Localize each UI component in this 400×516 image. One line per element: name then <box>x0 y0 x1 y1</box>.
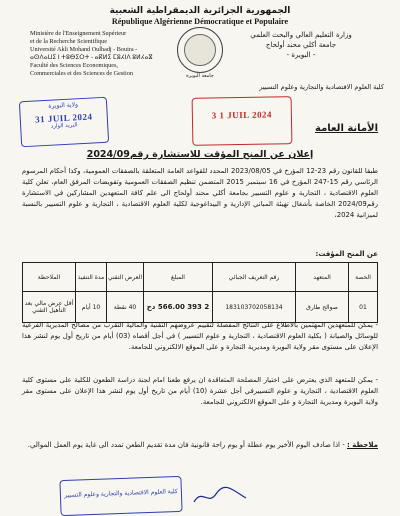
table-header-row <box>23 263 378 292</box>
cell: 40 نقطة <box>107 292 144 323</box>
right-line: وزارة التعليم العالي والبحث العلمي <box>250 31 352 39</box>
cell: أقل عرض مالي بعد التأهيل التقني <box>23 292 76 323</box>
right-line: جامعة أكلي محند أولحاج <box>265 41 337 49</box>
col-header: رقم التعريف الجبائي <box>213 263 296 292</box>
section-heading: الأمانة العامة <box>315 123 378 134</box>
note-block <box>22 440 378 451</box>
note-text: - اذا صادف اليوم الأخير يوم عطلة أو يوم راحة قانونية فان مدة تقديم الطعن تمدد الى غاية يوم العمل الموالي. <box>27 441 345 449</box>
left-line: Ministère de l'Enseignement Supérieur <box>30 30 127 37</box>
stamp-top <box>193 99 291 101</box>
date-stamp <box>192 96 293 146</box>
col-header: الحصة <box>349 263 378 292</box>
signature <box>190 484 250 508</box>
col-header: المبلغ <box>144 263 213 292</box>
stamp-text: كلية العلوم الاقتصادية والتجارية وعلوم التسيير <box>64 488 178 499</box>
stamp-date: 3 1 JUIL 2024 <box>211 109 273 121</box>
right-header <box>216 30 386 60</box>
stamp-date: 31 JUIL 2024 <box>34 111 93 125</box>
col-header: المتعهد <box>296 263 349 292</box>
page-title: إعلان عن المنح المؤقت للاستشارة رقم2024/09 <box>86 149 314 160</box>
left-line: Commerciales et des Sciences de Gestion <box>30 70 133 77</box>
logo-caption: جامعة البويرة <box>186 73 214 79</box>
cell: صوالح طارق <box>296 292 349 323</box>
republic-ar: الجمهورية الجزائرية الديمقراطية الشعبية <box>109 6 291 16</box>
stamp-bottom: البريد الوارد <box>50 122 78 130</box>
left-line: Université Akli Mohand Oulhadj - Bouira - <box>30 46 138 53</box>
paragraph-appeal: - يمكن للمتعهد الذي يعترض على اختيار المصلحة المتعاقدة ان يرفع طعنا امام لجنة دراسة الطعون للكلية على مستوى كلية العلوم الاقتصادية ، التجارية و علوم التسييرفي أجل عشرة (10) أيام من تاريخ أول يوم لنشر هذا الإعلان على مستوى مقر ولاية البويرة ومديرية التجارة و على الموقع الالكتروني للجامعة. <box>22 376 378 406</box>
stamp-top: ولاية البويرة <box>48 101 79 110</box>
right-line: - البويرة - <box>286 51 316 59</box>
col-header: مدة التنفيذ <box>76 263 107 292</box>
col-header: العرض التقني <box>107 263 144 292</box>
faculty-line: كلية العلوم الاقتصادية والتجارية وعلوم التسيير <box>259 83 384 91</box>
reception-stamp <box>19 97 109 148</box>
paragraph-results: - يمكن للمتعهدين المهتمين بالاطلاع على النتائج المفصلة لتقييم عروضهم التقنية والمالية التقرب من مصالح المديرية الفرعية للوسائل والصيانة ( بكلية العلوم الاقتصادية ، التجارية و علوم التسيير ) في أجل أقصاه (03) أيام من تاريخ أول يوم لنشر هذا الإعلان على مستوى مقر ولاية البويرة ومديرية التجارة و على الموقع الالكتروني للجامعة. <box>22 321 378 351</box>
left-header <box>30 30 180 78</box>
table-label: عن المنح المؤقت: <box>315 250 378 258</box>
cell: 2 393 566.00 دج <box>144 292 213 323</box>
republic-fr: République Algérienne Démocratique et Populaire <box>111 17 289 26</box>
left-line: Faculté des Sciences Economiques, <box>30 62 118 69</box>
cell: 01 <box>349 292 378 323</box>
table-row <box>23 292 378 323</box>
left-line: et de la Recherche Scientifique <box>30 38 107 45</box>
cell: 183103702058134 <box>213 292 296 323</box>
faculty-stamp <box>59 476 182 516</box>
cell: 10 أيام <box>76 292 107 323</box>
left-line: ⴰⵙⴷⴰⵡⵉ ⵏ ⵜⵓⴱⵉⵔⵜ - ⴰⴽⵍⵉ ⵎⵓⵃⵏⴷ ⵓⵍⵃⴰⴵ <box>30 54 153 61</box>
note-label: ملاحظة : <box>347 441 378 449</box>
col-header: الملاحظة <box>23 263 76 292</box>
paragraph-intro: طبقا للقانون رقم 23-12 المؤرخ في 2023/08/05 المحدد للقواعد العامة المتعلقة بالصفقات العمومية، وكذا أحكام المرسوم الرئاسي رقم 15-247 المؤرخ في 16 سبتمبر 2015 المتضمن تنظيم الصفقات العمومية وتفويضات المرفق العام، تعلن كلية العلوم الاقتصادية ، التجارية و علوم التسيير بجامعة أكلي محند أولحاج الى علم كافة المتعهدين المشاركين في الاستشارة رقم2024/09 الخاصة بأشغال تهيئة المباني الإدارية و البيداغوجية لكلية العلوم الاقتصادية ، التجارية و علوم التسيير بالنسبة لميزانية 2024، <box>22 167 378 219</box>
award-table <box>22 262 378 323</box>
